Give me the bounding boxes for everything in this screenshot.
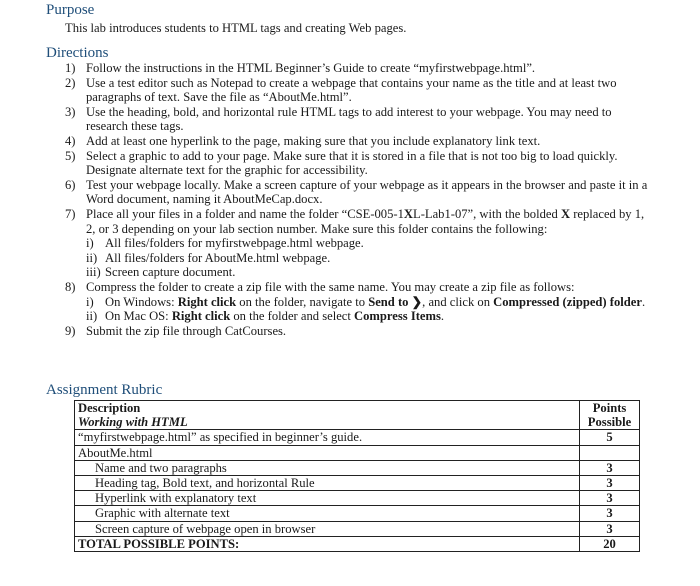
table-row bbox=[75, 445, 640, 460]
list-item: i) All files/folders for myfirstwebpage.html webpage. bbox=[86, 236, 364, 251]
directions-heading: Directions bbox=[46, 45, 109, 61]
table-cell: 3 bbox=[580, 476, 640, 491]
table-row bbox=[75, 401, 640, 430]
list-item: 7) Place all your files in a folder and name the folder “CSE-005-1XL-Lab1-07”, with the bolded X replaced by 1, 2, or 3 depending on your lab section number. Make sure this folder contains the following: i) All files/folders for myfirstwebpage.html webpage. ii) All files/folders for AboutMe.html webpage. iii) Screen capture document. bbox=[60, 207, 650, 280]
table-row bbox=[75, 430, 640, 445]
directions-list bbox=[60, 61, 650, 338]
list-item: 8) Compress the folder to create a zip file with the same name. You may create a zip file as follows: i) On Windows: Right click on the folder, navigate to Send to ❯, and click on Compressed (zipped) folder. ii) On Mac OS: Right click on the folder and select Compress Items. bbox=[60, 280, 650, 324]
list-item: 6) Test your webpage locally. Make a screen capture of your webpage as it appears in the browser and paste it in a Word document, naming it AboutMeCap.docx. bbox=[65, 177, 648, 207]
table-cell bbox=[580, 445, 640, 460]
table-cell: 3 bbox=[580, 521, 640, 536]
table-row bbox=[75, 521, 640, 536]
table-cell: Name and two paragraphs bbox=[75, 460, 580, 475]
purpose-heading: Purpose bbox=[46, 2, 95, 18]
total-label: TOTAL POSSIBLE POINTS: bbox=[75, 536, 580, 551]
list-item: ii) All files/folders for AboutMe.html webpage. bbox=[86, 250, 331, 265]
table-cell: 5 bbox=[580, 430, 640, 445]
list-item: 9) Submit the zip file through CatCourses. bbox=[65, 323, 287, 338]
table-cell: Hyperlink with explanatory text bbox=[75, 491, 580, 506]
table-cell: 3 bbox=[580, 491, 640, 506]
table-row bbox=[75, 491, 640, 506]
list-item: 3) Use the heading, bold, and horizontal rule HTML tags to add interest to your webpage. You may need to research these tags. bbox=[65, 104, 612, 134]
list-item: i) On Windows: Right click on the folder, navigate to Send to ❯, and click on Compressed (zipped) folder. bbox=[86, 294, 646, 309]
table-cell: Screen capture of webpage open in browser bbox=[75, 521, 580, 536]
list-item: 2) Use a test editor such as Notepad to create a webpage that contains your name as the title and at least two paragraphs of text. Save the file as “AboutMe.html”. bbox=[65, 75, 617, 105]
sublist bbox=[86, 295, 650, 324]
table-row bbox=[75, 536, 640, 551]
table-cell: 3 bbox=[580, 506, 640, 521]
total-points: 20 bbox=[580, 536, 640, 551]
rubric-heading: Assignment Rubric bbox=[46, 382, 163, 398]
table-row bbox=[75, 476, 640, 491]
table-cell: “myfirstwebpage.html” as specified in beginner’s guide. bbox=[75, 430, 580, 445]
table-cell: Heading tag, Bold text, and horizontal Rule bbox=[75, 476, 580, 491]
purpose-text: This lab introduces students to HTML tags and creating Web pages. bbox=[65, 21, 407, 35]
list-item: 1) Follow the instructions in the HTML Beginner’s Guide to create “myfirstwebpage.html”. bbox=[65, 61, 536, 75]
rubric-table bbox=[74, 400, 640, 552]
list-item: 4) Add at least one hyperlink to the page, making sure that you include explanatory link text. bbox=[65, 133, 541, 148]
section-title: Working with HTML bbox=[78, 415, 188, 430]
sublist bbox=[86, 236, 650, 280]
table-cell: Graphic with alternate text bbox=[75, 506, 580, 521]
list-item: iii) Screen capture document. bbox=[86, 265, 236, 280]
list-item: 5) Select a graphic to add to your page. Make sure that it is stored in a file that is not too big to load quickly. Designate alternate text for the graphic for accessibility. bbox=[65, 148, 618, 178]
column-header-points: Points bbox=[592, 401, 627, 415]
column-header-possible: Possible bbox=[587, 415, 632, 430]
list-item: ii) On Mac OS: Right click on the folder and select Compress Items. bbox=[86, 309, 445, 324]
table-row bbox=[75, 460, 640, 475]
table-cell: AboutMe.html bbox=[75, 445, 580, 460]
column-header-description: Description bbox=[78, 401, 141, 415]
table-cell bbox=[75, 401, 580, 430]
table-row bbox=[75, 506, 640, 521]
table-cell: 3 bbox=[580, 460, 640, 475]
table-cell bbox=[580, 401, 640, 430]
